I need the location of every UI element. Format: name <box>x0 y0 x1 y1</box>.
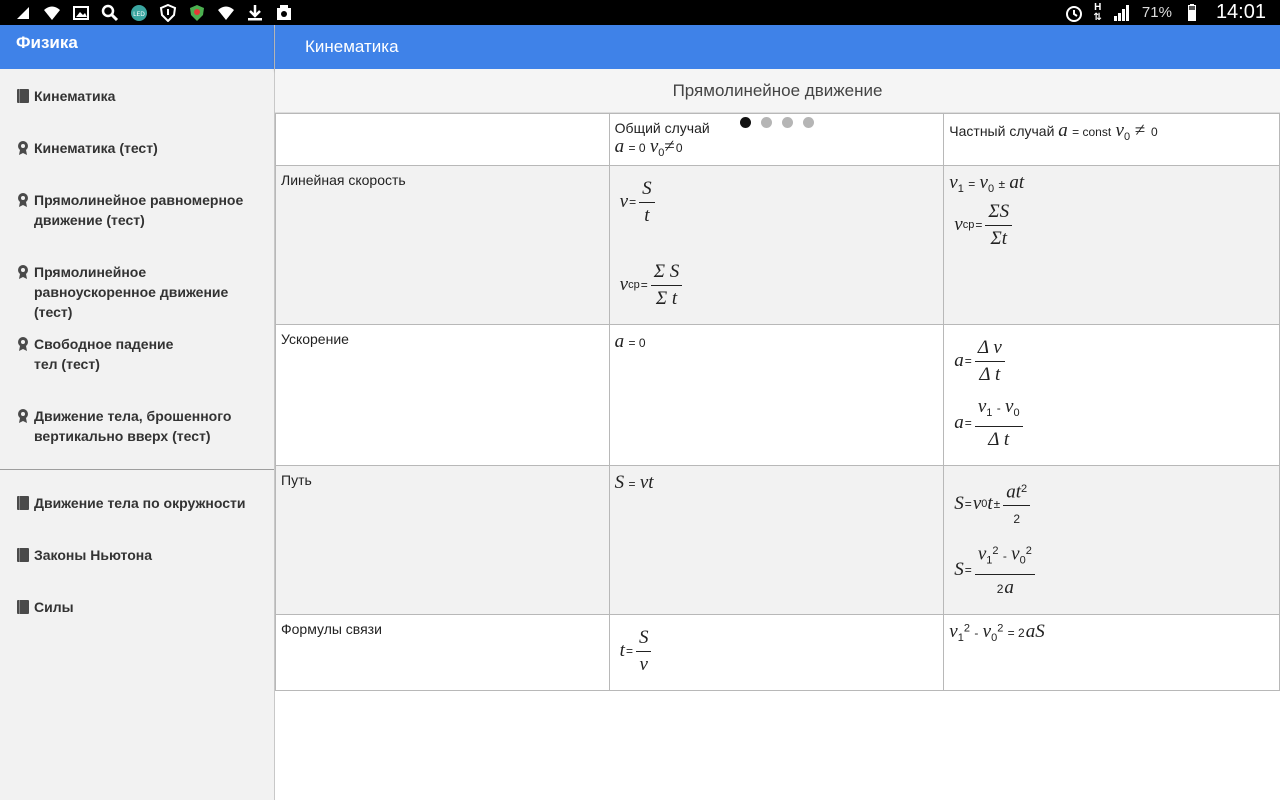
formula-cell <box>609 465 944 614</box>
section-title: Прямолинейное движение <box>275 69 1280 113</box>
row-label: Линейная скорость <box>276 165 610 324</box>
formula-cell <box>609 165 944 324</box>
sidebar-item-circular-motion[interactable] <box>0 493 274 513</box>
formula-average-velocity: v ср = $\frac{\text{Σ S}}{\text{Σ t}}$ <box>620 259 939 312</box>
formula-cell <box>944 165 1280 324</box>
page-dot-2[interactable] <box>761 117 772 128</box>
sidebar-item-label: Свободное падение тел (тест) <box>34 336 174 372</box>
sidebar-item-kinematics[interactable] <box>0 86 274 106</box>
table-row <box>276 165 1280 324</box>
formula-acceleration-zero: a = 0 <box>614 330 646 352</box>
battery-icon <box>1183 4 1201 22</box>
formula-velocity: v = $\frac{S}{t}$ <box>620 176 939 229</box>
table-row <box>276 324 1280 465</box>
general-condition: a = 0 $v_0\ne 0$ <box>614 136 683 159</box>
app-bar <box>275 25 1280 69</box>
sidebar-item-label: Кинематика (тест) <box>34 140 158 156</box>
sidebar-item-forces[interactable] <box>0 597 274 617</box>
table-row <box>276 465 1280 614</box>
row-label: Ускорение <box>276 324 610 465</box>
image-icon <box>72 4 90 22</box>
search-icon <box>101 4 119 22</box>
book-icon <box>16 86 34 106</box>
wifi-icon <box>217 4 235 22</box>
sidebar-item-label: Движение тела по окружности <box>34 495 246 511</box>
award-icon <box>16 406 34 426</box>
header-general-label: Общий случай <box>614 120 710 136</box>
book-icon <box>16 493 34 513</box>
row-label: Путь <box>276 465 610 614</box>
row-label: Формулы связи <box>276 614 610 690</box>
formula-time: t = $\frac{S}{v}$ <box>620 625 939 678</box>
sidebar-item-kinematics-test[interactable] <box>0 138 274 158</box>
network-type: H ⇅ <box>1093 1 1102 23</box>
sidebar-item-newton-laws[interactable] <box>0 545 274 565</box>
sidebar-item-uniform-motion-test[interactable] <box>0 190 274 230</box>
battery-percent: 71% <box>1141 4 1172 21</box>
navigation-drawer <box>0 25 275 800</box>
award-icon <box>16 138 34 158</box>
cell-signal-icon <box>1113 4 1131 22</box>
formula-cell <box>944 614 1280 690</box>
alarm-icon <box>1065 4 1083 22</box>
sidebar-item-vertical-throw-test[interactable] <box>0 406 274 446</box>
sidebar-item-label: Законы Ньютона <box>34 547 153 563</box>
header-particular-case: Частный случай a = const $v_0 \ne 0$ <box>944 114 1280 166</box>
header-particular-label: Частный случай <box>949 123 1055 139</box>
book-icon <box>16 545 34 565</box>
formula-cell <box>609 324 944 465</box>
shield-icon <box>159 4 177 22</box>
table-corner-cell <box>276 114 610 166</box>
formula-acceleration-difference: a = $\frac{v_1 - v_0}{\text{Δ t}}$ <box>954 394 1274 453</box>
clock: 14:01 <box>1215 1 1266 23</box>
award-icon <box>16 190 34 210</box>
formula-cell <box>944 324 1280 465</box>
formula-path-accelerated: S = v 0 t ± $\frac{at^2}{2}$ <box>954 476 1274 533</box>
book-icon <box>16 597 34 617</box>
sidebar-item-label: Прямолинейное равноускоренное движение (тест) <box>34 264 229 320</box>
signal-icon <box>14 4 32 22</box>
page-dot-4[interactable] <box>803 117 814 128</box>
status-icons-right <box>1065 1 1266 24</box>
drawer-divider <box>0 469 274 470</box>
table-row <box>276 614 1280 690</box>
award-icon <box>16 334 34 354</box>
sidebar-item-accelerated-motion-test[interactable] <box>0 262 274 322</box>
wifi-icon <box>43 4 61 22</box>
formula-average-velocity: v ср = $\frac{\Sigma S}{\Sigma t}$ <box>954 199 1274 252</box>
sidebar-item-free-fall-test[interactable] <box>0 334 274 374</box>
svg-text:LED: LED <box>133 10 145 18</box>
formula-acceleration: a = $\frac{\text{Δ v}}{\text{Δ t}}$ <box>954 335 1274 388</box>
formula-cell <box>944 465 1280 614</box>
status-icons-left <box>14 4 293 22</box>
status-bar <box>0 0 1280 25</box>
sidebar-item-label: Прямолинейное равномерное движение (тест) <box>34 192 244 228</box>
award-icon <box>16 262 34 282</box>
formula-velocity-accelerated: $v_1 = v_0$ ± at <box>949 171 1025 195</box>
download-icon <box>246 4 264 22</box>
formula-relation: $v_1^2 - v_0^2 = 2aS$ <box>949 620 1045 644</box>
formula-path-uniform: S = vt <box>614 471 654 493</box>
page-indicator[interactable] <box>740 117 814 128</box>
page-dot-1[interactable] <box>740 117 751 128</box>
formula-cell <box>609 614 944 690</box>
antivirus-icon <box>188 4 206 22</box>
led-icon <box>130 4 148 22</box>
formula-table <box>275 113 1280 691</box>
photos-icon <box>275 4 293 22</box>
content-area <box>275 69 1280 800</box>
sidebar-item-label: Кинематика <box>34 88 116 104</box>
sidebar-item-label: Движение тела, брошенного вертикально вверх (тест) <box>34 408 232 444</box>
page-dot-3[interactable] <box>782 117 793 128</box>
drawer-title: Физика <box>0 25 274 69</box>
page-title: Кинематика <box>305 37 399 56</box>
sidebar-item-label: Силы <box>34 599 74 615</box>
formula-path-velocities: S = $\frac{v_1^2 - v_0^2}{2a}$ <box>954 538 1274 601</box>
